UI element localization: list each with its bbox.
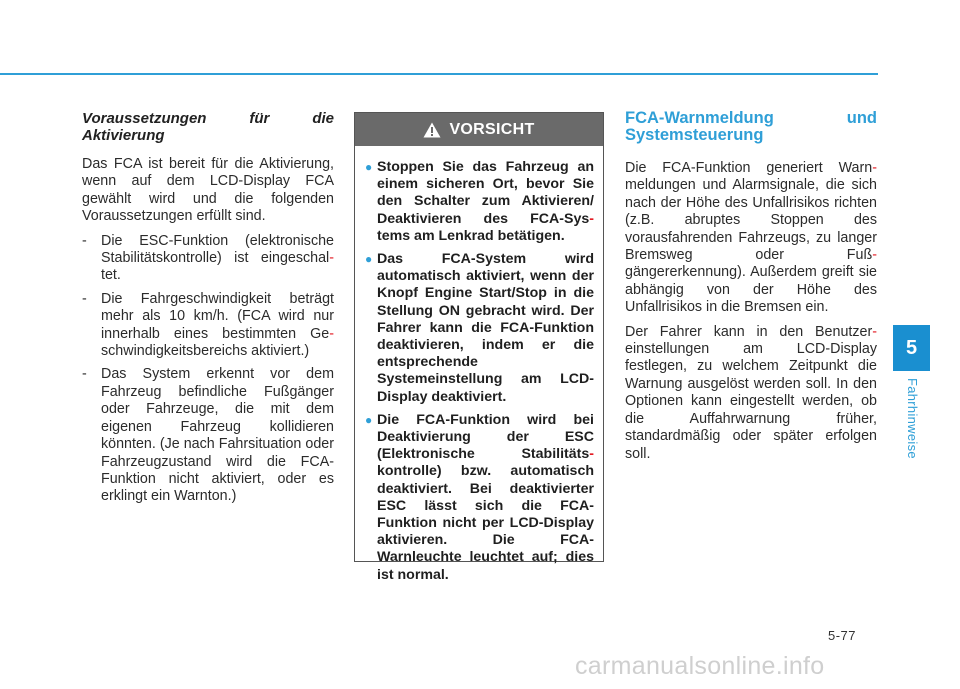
caution-title: VORSICHT [449, 120, 535, 138]
watermark: carmanualsonline.info [575, 652, 825, 680]
left-column [82, 110, 334, 512]
list-item [82, 233, 334, 285]
paragraph: Der Fahrer kann in den Benutzer- einstellungen am LCD-Display festlegen, zu welchem Zeitpunkt die Warnung ausgelöst werden soll. In den Optionen kann eingestellt werden, ob die Auffahrwarnung früher, standardmäßig oder später erfolgen soll. [625, 323, 877, 462]
list-item-text: Das System erkennt vor dem Fahrzeug befindliche Fußgänger oder Fahrzeuge, die mit dem eigenen Fahrzeug kollidieren könnten. (Je nach Fahrsituation oder Fahrzeugzustand wird die FCA-Funktion nicht aktiviert, oder es erklingt ein Warnton.) [101, 366, 334, 505]
caution-item [365, 159, 594, 245]
section-subheading: Voraussetzungen für die Aktivierung [82, 110, 334, 144]
dash-marker: - [82, 232, 87, 249]
chapter-tab: 5 [893, 325, 930, 371]
bullet-dot-icon: ● [365, 252, 373, 267]
paragraph: Die FCA-Funktion generiert Warn- meldungen und Alarmsignale, die sich nach der Höhe des Unfallrisikos richten (z.B. abruptes Stoppen des vorausfahrenden Fahrzeugs, zu langer Bremsweg oder Fuß- gängererkennung). Außerdem greift sie abhängig von der Höhe des Unfallrisikos in die Bremsen ein. [625, 160, 877, 316]
page-number: 5-77 [828, 628, 857, 643]
intro-paragraph: Das FCA ist bereit für die Aktivierung, wenn auf dem LCD-Display FCA gewählt wird und die folgenden Voraussetzungen erfüllt sind. [82, 156, 334, 225]
caution-item-text: Stoppen Sie das Fahrzeug an einem sicheren Ort, bevor Sie den Schalter zum Aktivieren/ Deaktivieren des FCA-Sys- tems am Lenkrad betätigen. [377, 159, 594, 244]
chapter-label: Fahrhinweise [905, 378, 920, 459]
bullet-dot-icon: ● [365, 160, 373, 174]
section-heading: FCA-Warnmeldung und Systemsteuerung [625, 109, 877, 144]
header-rule [0, 73, 878, 75]
warning-triangle-icon [423, 122, 441, 138]
caution-box [354, 112, 604, 583]
caution-header [355, 113, 603, 146]
caution-item-text: Das FCA-System wird automatisch aktiviert, wenn der Knopf Engine Start/Stop in die Stellung ON gebracht wird. Der Fahrer kann die FCA-Funktion deaktivieren, indem er die entsprechende Systemeinstellung am LCD-Display deaktiviert. [377, 251, 594, 405]
dash-marker: - [82, 366, 87, 383]
list-item [82, 291, 334, 361]
caution-item [365, 412, 594, 584]
caution-item [365, 251, 594, 406]
right-column [625, 110, 877, 470]
bullet-dot-icon: ● [365, 412, 373, 427]
list-item [82, 366, 334, 505]
list-item-text: Die Fahrgeschwindigkeit beträgt mehr als 10 km/h. (FCA wird nur innerhalb eines bestimmten Ge- schwindigkeitsbereichs aktiviert.) [101, 290, 334, 360]
list-item-text: Die ESC-Funktion (elektronische Stabilitätskontrolle) ist eingeschal- tet. [101, 232, 334, 284]
caution-item-text: Die FCA-Funktion wird bei Deaktivierung der ESC (Elektronische Stabilitäts- kontrolle) bzw. automatisch deaktiviert. Bei deaktivierter ESC lässt sich die FCA-Funktion nicht per LCD-Display aktivieren. Die FCA-Warnleuchte leuchtet auf; dies ist normal. [377, 411, 594, 583]
dash-marker: - [82, 290, 87, 307]
caution-body [355, 146, 603, 584]
